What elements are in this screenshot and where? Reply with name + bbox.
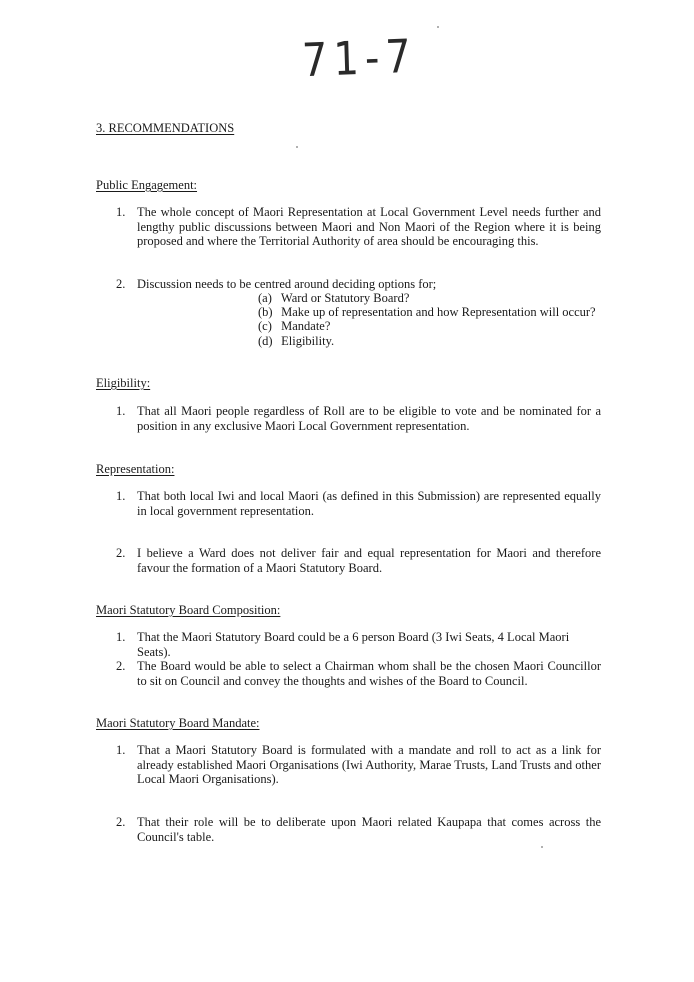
scan-speck (437, 26, 439, 28)
option-label: (a) (258, 291, 272, 305)
item-number: 1. (116, 404, 126, 418)
item-text: Discussion needs to be centred around deciding options for; (137, 277, 437, 291)
scan-speck (296, 146, 298, 148)
heading-public-engagement: Public Engagement: (96, 178, 198, 192)
item-number: 2. (116, 815, 126, 829)
option-label: (b) (258, 305, 273, 319)
item-number: 1. (116, 489, 126, 503)
item-text: I believe a Ward does not deliver fair and equal representation for Maori and therefore favour the formation of a Maori Statutory Board. (137, 546, 601, 575)
item-text: The Board would be able to select a Chairman whom shall be the chosen Maori Councillor to sit on Council and convey the thoughts and wishes of the Board to Council. (137, 659, 601, 688)
item-text: That all Maori people regardless of Roll are to be eligible to vote and be nominated for a position in any exclusive Maori Local Government representation. (137, 404, 601, 433)
option-label: (c) (258, 319, 272, 333)
item-text: The whole concept of Maori Representation at Local Government Level needs further and lengthy public discussions between Maori and Non Maori of the Region where it is being proposed and where the Territorial Authority of area should be encouraging this. (137, 205, 601, 249)
heading-board-mandate: Maori Statutory Board Mandate: (96, 716, 260, 730)
scan-speck (541, 846, 543, 848)
option-text: Eligibility. (281, 334, 335, 348)
heading-board-composition: Maori Statutory Board Composition: (96, 603, 281, 617)
option-text: Ward or Statutory Board? (280, 291, 410, 305)
item-text: That a Maori Statutory Board is formulated with a mandate and roll to act as a link for already established Maori Organisations (Iwi Authority, Marae Trusts, Land Trusts and other Local Maori Organisations). (137, 743, 601, 787)
heading-eligibility: Eligibility: (96, 376, 151, 390)
heading-representation: Representation: (96, 462, 175, 476)
item-number: 1. (116, 205, 126, 219)
item-number: 2. (116, 546, 126, 560)
item-text: That their role will be to deliberate upon Maori related Kaupapa that comes across the Council's table. (137, 815, 601, 844)
item-number: 2. (116, 659, 126, 673)
item-number: 2. (116, 277, 126, 291)
item-number: 1. (116, 743, 126, 757)
option-item (258, 334, 334, 349)
option-label: (d) (258, 334, 273, 348)
item-text: That both local Iwi and local Maori (as defined in this Submission) are represented equally in local government representation. (137, 489, 601, 518)
option-item (258, 291, 409, 306)
item-number: 1. (116, 630, 126, 644)
option-text: Make up of representation and how Representation will occur? (281, 305, 596, 319)
section-title: 3. RECOMMENDATIONS (96, 121, 235, 135)
option-text: Mandate? (281, 319, 331, 333)
handwritten-reference-number: 71-7 (301, 30, 418, 88)
item-text: That the Maori Statutory Board could be a 6 person Board (3 Iwi Seats, 4 Local Maori Seats). (137, 630, 570, 659)
option-item (258, 319, 330, 334)
option-item (258, 305, 596, 320)
